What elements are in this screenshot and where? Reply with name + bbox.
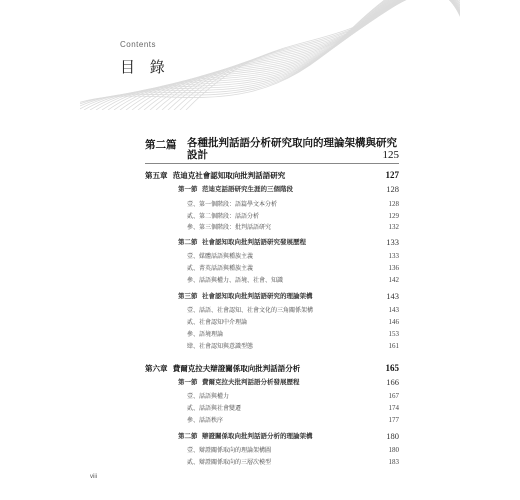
subsection-page-number: 153: [388, 330, 399, 338]
section-entry[interactable]: [178, 377, 399, 388]
subsection-page-number: 129: [388, 212, 399, 220]
subsection-entry[interactable]: [187, 305, 399, 316]
part-label: 第二篇: [145, 139, 177, 151]
wave-pattern-decoration: [80, 0, 460, 110]
chapter-6-entry[interactable]: [145, 363, 399, 374]
subsection-title: 貳、第二個階段：話語分析: [187, 213, 260, 220]
section-label: 第二節: [178, 238, 198, 246]
subsection-title: 參、語境理論: [187, 331, 224, 338]
subsection-page-number: 177: [388, 416, 399, 424]
subsection-title: 壹、媒體話語與種族主義: [187, 253, 254, 260]
section-label: 第二節: [178, 432, 198, 440]
section-label: 第三節: [178, 292, 198, 300]
subsection-entry[interactable]: [187, 211, 399, 222]
section-title: 社會認知取向批判話語研究的理論架構: [202, 292, 313, 300]
wave-line: [144, 0, 460, 110]
wave-line: [102, 0, 460, 110]
section-page-number: 166: [386, 377, 399, 387]
chapter-label: 第五章: [145, 171, 168, 180]
part-title: 各種批判話語分析研究取向的理論架構與研究設計: [187, 137, 397, 161]
section-page-number: 143: [386, 291, 399, 301]
subsection-entry[interactable]: [187, 263, 399, 274]
part-heading[interactable]: [145, 137, 399, 163]
subsection-entry[interactable]: [187, 391, 399, 402]
subsection-page-number: 136: [388, 264, 399, 272]
subsection-title: 壹、辯證關係取向的理論架構圖: [187, 447, 272, 454]
subsection-page-number: 180: [388, 446, 399, 454]
subsection-title: 參、話語秩序: [187, 417, 224, 424]
subsection-page-number: 183: [388, 458, 399, 466]
section-label: 第一節: [178, 185, 198, 193]
wave-line: [132, 0, 460, 110]
wave-line: [156, 0, 460, 110]
subsection-entry[interactable]: [187, 415, 399, 426]
subsection-title: 壹、第一個階段：語篇學文本分析: [187, 201, 278, 208]
subsection-page-number: 133: [388, 252, 399, 260]
section-page-number: 180: [386, 431, 399, 441]
subsection-page-number: 132: [388, 223, 399, 231]
subsection-title: 肆、社會認知與意識型態: [187, 343, 254, 350]
chapter-label: 第六章: [145, 364, 168, 373]
section-page-number: 128: [386, 184, 399, 194]
subsection-entry[interactable]: [187, 199, 399, 210]
subsection-title: 壹、話語與權力: [187, 393, 230, 400]
subsection-entry[interactable]: [187, 251, 399, 262]
subsection-entry[interactable]: [187, 222, 399, 233]
subsection-title: 貳、辯證關係取向的三層次模型: [187, 459, 272, 466]
section-label: 第一節: [178, 378, 198, 386]
page-folio: viii: [90, 474, 97, 480]
subsection-title: 壹、話語、社會認知、社會文化的三角關係架構: [187, 307, 314, 314]
subsection-title: 參、第三個階段：批判話語研究: [187, 224, 272, 231]
subsection-entry[interactable]: [187, 329, 399, 340]
subsection-entry[interactable]: [187, 403, 399, 414]
chapter-title: 范迪克社會認知取向批判話語研究: [172, 171, 286, 180]
subsection-entry[interactable]: [187, 275, 399, 286]
section-entry[interactable]: [178, 237, 399, 248]
subsection-entry[interactable]: [187, 317, 399, 328]
subsection-title: 參、話語與權力、語境、社會、知識: [187, 277, 284, 284]
section-page-number: 133: [386, 237, 399, 247]
subsection-title: 貳、話語與社會變遷: [187, 405, 242, 412]
contents-heading-en: Contents: [120, 40, 157, 49]
contents-heading-zh: 目 錄: [120, 58, 170, 76]
chapter-page-number: 165: [385, 363, 399, 373]
subsection-page-number: 161: [388, 342, 399, 350]
section-title: 辯證關係取向批判話語分析的理論架構: [202, 432, 313, 440]
chapter-page-number: 127: [385, 170, 399, 180]
chapter-title: 費爾克拉夫辯證關係取向批判話語分析: [172, 364, 301, 373]
subsection-title: 貳、社會認知中介理論: [187, 319, 248, 326]
subsection-page-number: 142: [388, 276, 399, 284]
subsection-page-number: 174: [388, 404, 399, 412]
subsection-page-number: 128: [388, 200, 399, 208]
section-title: 社會認知取向批判話語研究發展歷程: [202, 238, 307, 246]
section-entry[interactable]: [178, 291, 399, 302]
section-title: 費爾克拉夫批判話語分析發展歷程: [202, 378, 300, 386]
section-title: 范迪克話語研究生涯的三個階段: [202, 185, 294, 193]
subsection-entry[interactable]: [187, 457, 399, 468]
part-page-number: 125: [382, 149, 399, 161]
section-entry[interactable]: [178, 184, 399, 195]
subsection-page-number: 146: [388, 318, 399, 326]
subsection-entry[interactable]: [187, 341, 399, 352]
subsection-title: 貳、菁英話語與種族主義: [187, 265, 254, 272]
subsection-page-number: 143: [388, 306, 399, 314]
section-entry[interactable]: [178, 431, 399, 442]
subsection-entry[interactable]: [187, 445, 399, 456]
chapter-5-entry[interactable]: [145, 170, 399, 181]
part-divider: [145, 163, 399, 164]
subsection-page-number: 167: [388, 392, 399, 400]
